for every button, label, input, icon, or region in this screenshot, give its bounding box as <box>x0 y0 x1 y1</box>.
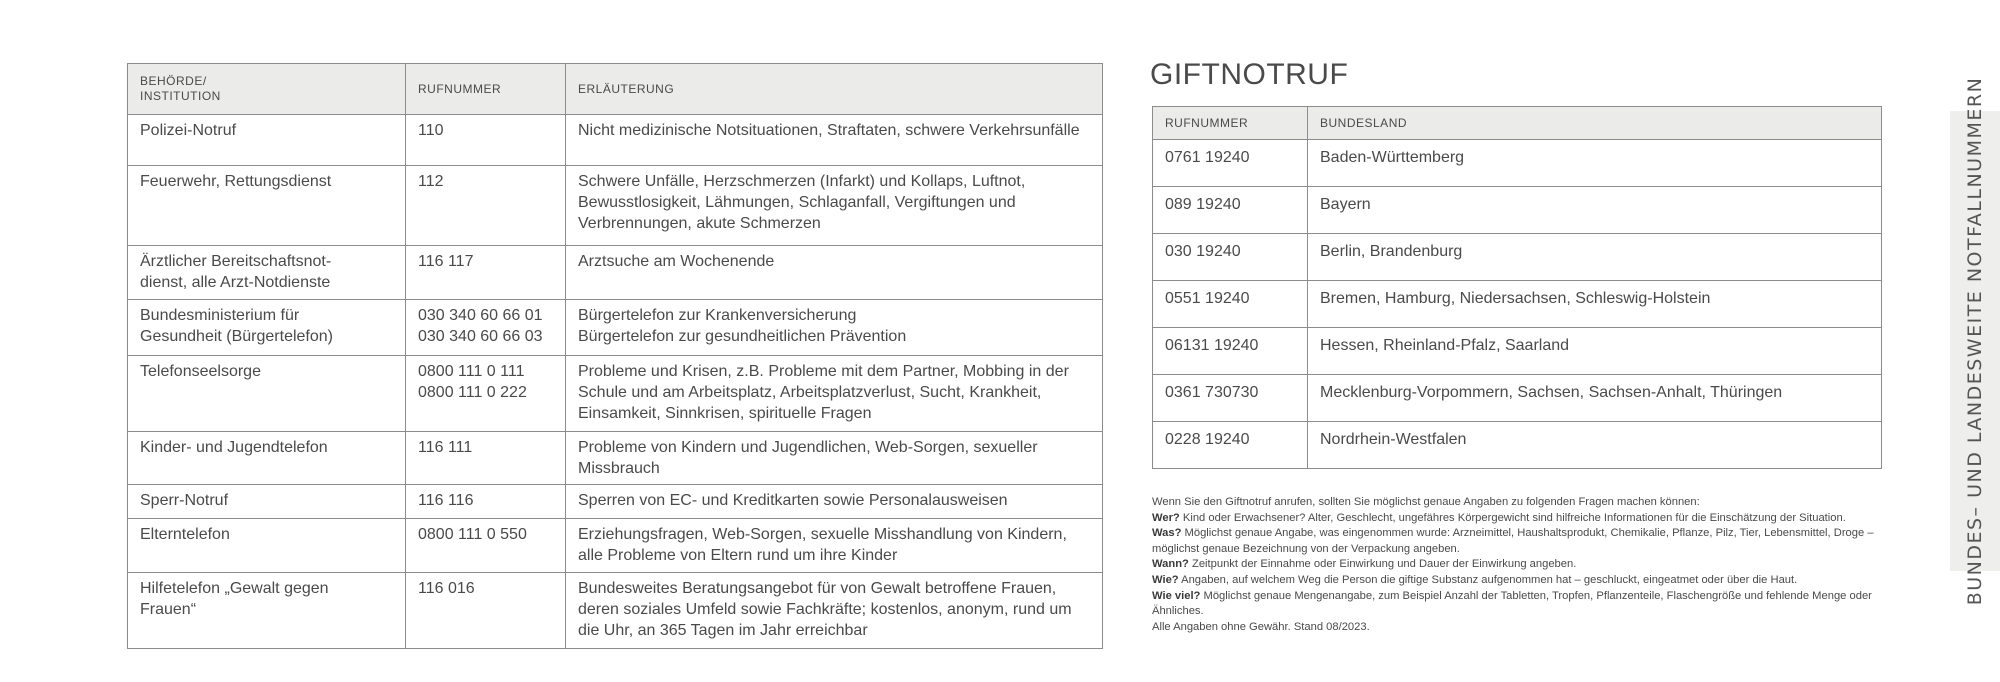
number-cell: 116 116 <box>406 485 566 519</box>
table-row <box>1153 187 1882 234</box>
section-side-label: BUNDES– UND LANDESWEITE NOTFALLNUMMERN <box>1964 76 1986 606</box>
footnote-label: Wer? <box>1152 511 1180 524</box>
footnote-item <box>1152 526 1892 557</box>
institution-cell: Kinder- und Jugendtelefon <box>128 432 406 485</box>
institution-cell: Sperr-Notruf <box>128 485 406 519</box>
header-institution: BEHÖRDE/ INSTITUTION <box>128 64 406 115</box>
institution-cell: Polizei-Notruf <box>128 115 406 166</box>
table-header-row <box>1153 107 1882 140</box>
giftnotruf-title: GIFTNOTRUF <box>1150 58 1349 91</box>
footnote-text: Kind oder Erwachsener? Alter, Geschlecht, ungefähres Körpergewicht sind hilfreiche Informationen für die Einschätzung der Situation. <box>1179 511 1846 524</box>
header-number: RUFNUMMER <box>1153 107 1308 140</box>
footnote-text: Möglichst genaue Angabe, was eingenommen wurde: Arzneimittel, Haushaltsprodukt, Chemikalie, Pflanze, Pilz, Tier, Lebensmittel, Droge – möglichst genaue Bezeichnung von der Verpackung angeben. <box>1152 527 1874 555</box>
state-cell: Mecklenburg-Vorpommern, Sachsen, Sachsen-Anhalt, Thüringen <box>1308 375 1882 422</box>
table-row <box>128 356 1103 432</box>
footnote-outro: Alle Angaben ohne Gewähr. Stand 08/2023. <box>1152 620 1370 633</box>
state-cell: Baden-Württemberg <box>1308 140 1882 187</box>
number-cell: 089 19240 <box>1153 187 1308 234</box>
footnote-text: Möglichst genaue Mengenangabe, zum Beispiel Anzahl der Tabletten, Tropfen, Pflanzenteile, Flaschengröße und fehlende Menge oder Ähnliches. <box>1152 589 1872 618</box>
state-cell: Nordrhein-Westfalen <box>1308 422 1882 469</box>
table-row <box>128 432 1103 485</box>
table-row <box>128 115 1103 166</box>
footnote-intro: Wenn Sie den Giftnotruf anrufen, sollten Sie möglichst genaue Angaben zu folgenden Fragen machen können: <box>1152 496 1700 508</box>
description-cell: Bundesweites Beratungsangebot für von Gewalt betroffene Frauen, deren soziales Umfeld sowie Fachkräfte; kostenlos, anonym, rund um die Uhr, an 365 Tagen im Jahr erreichbar <box>566 573 1103 649</box>
footnote-item <box>1152 589 1892 620</box>
description-cell: Sperren von EC- und Kreditkarten sowie Personalausweisen <box>566 485 1103 519</box>
state-cell: Berlin, Brandenburg <box>1308 234 1882 281</box>
table-row <box>1153 422 1882 469</box>
table-header-row <box>128 64 1103 115</box>
number-cell: 0761 19240 <box>1153 140 1308 187</box>
description-cell: Erziehungsfragen, Web-Sorgen, sexuelle Misshandlung von Kindern, alle Probleme von Eltern rund um ihre Kinder <box>566 519 1103 573</box>
poison-call-instructions <box>1152 495 1892 635</box>
state-cell: Bremen, Hamburg, Niedersachsen, Schleswig-Holstein <box>1308 281 1882 328</box>
number-cell: 0800 111 0 111 0800 111 0 222 <box>406 356 566 432</box>
number-cell: 030 19240 <box>1153 234 1308 281</box>
description-cell: Probleme und Krisen, z.B. Probleme mit dem Partner, Mobbing in der Schule und am Arbeitsplatz, Arbeitsplatzverlust, Sucht, Krankheit, Einsamkeit, Sinnkrisen, spirituelle Fragen <box>566 356 1103 432</box>
footnote-text: Zeitpunkt der Einnahme oder Einwirkung und Dauer der Einwirkung angeben. <box>1188 558 1577 571</box>
number-cell: 116 117 <box>406 246 566 300</box>
state-cell: Hessen, Rheinland-Pfalz, Saarland <box>1308 328 1882 375</box>
institution-cell: Telefonseelsorge <box>128 356 406 432</box>
institution-cell: Ärztlicher Bereitschaftsnot- dienst, alle Arzt-Notdienste <box>128 246 406 300</box>
number-cell: 112 <box>406 166 566 246</box>
footnote-label: Wie viel? <box>1152 589 1201 602</box>
description-cell: Bürgertelefon zur Krankenversicherung Bürgertelefon zur gesundheitlichen Prävention <box>566 300 1103 356</box>
table-row <box>1153 281 1882 328</box>
footnote-item <box>1152 573 1892 589</box>
footnote-text: Angaben, auf welchem Weg die Person die giftige Substanz aufgenommen hat – geschluckt, eingeatmet oder über die Haut. <box>1178 573 1798 586</box>
table-row <box>1153 140 1882 187</box>
table-row <box>1153 234 1882 281</box>
table-row <box>128 300 1103 356</box>
state-cell: Bayern <box>1308 187 1882 234</box>
table-row <box>128 519 1103 573</box>
poison-control-table <box>1152 106 1882 469</box>
institution-cell: Bundesministerium für Gesundheit (Bürgertelefon) <box>128 300 406 356</box>
number-cell: 116 111 <box>406 432 566 485</box>
footnote-item <box>1152 511 1892 527</box>
footnote-label: Wann? <box>1152 558 1189 571</box>
emergency-numbers-table <box>127 63 1103 649</box>
table-row <box>1153 375 1882 422</box>
description-cell: Probleme von Kindern und Jugendlichen, Web-Sorgen, sexueller Missbrauch <box>566 432 1103 485</box>
description-cell: Nicht medizinische Notsituationen, Straftaten, schwere Verkehrsunfälle <box>566 115 1103 166</box>
header-description: ERLÄUTERUNG <box>566 64 1103 115</box>
number-cell: 110 <box>406 115 566 166</box>
number-cell: 116 016 <box>406 573 566 649</box>
footnote-item <box>1152 557 1892 573</box>
number-cell: 06131 19240 <box>1153 328 1308 375</box>
table-row <box>128 166 1103 246</box>
number-cell: 0551 19240 <box>1153 281 1308 328</box>
footnote-label: Wie? <box>1152 573 1179 586</box>
description-cell: Schwere Unfälle, Herzschmerzen (Infarkt) und Kollaps, Luftnot, Bewusstlosigkeit, Lähmungen, Schlaganfall, Vergiftungen und Verbrennungen, akute Schmerzen <box>566 166 1103 246</box>
table-row <box>1153 328 1882 375</box>
table-row <box>128 573 1103 649</box>
number-cell: 0361 730730 <box>1153 375 1308 422</box>
footnote-label: Was? <box>1152 527 1182 540</box>
number-cell: 030 340 60 66 01 030 340 60 66 03 <box>406 300 566 356</box>
institution-cell: Feuerwehr, Rettungsdienst <box>128 166 406 246</box>
institution-cell: Hilfetelefon „Gewalt gegen Frauen“ <box>128 573 406 649</box>
header-number: RUFNUMMER <box>406 64 566 115</box>
table-row <box>128 485 1103 519</box>
number-cell: 0228 19240 <box>1153 422 1308 469</box>
description-cell: Arztsuche am Wochenende <box>566 246 1103 300</box>
number-cell: 0800 111 0 550 <box>406 519 566 573</box>
institution-cell: Elterntelefon <box>128 519 406 573</box>
table-row <box>128 246 1103 300</box>
header-state: BUNDESLAND <box>1308 107 1882 140</box>
